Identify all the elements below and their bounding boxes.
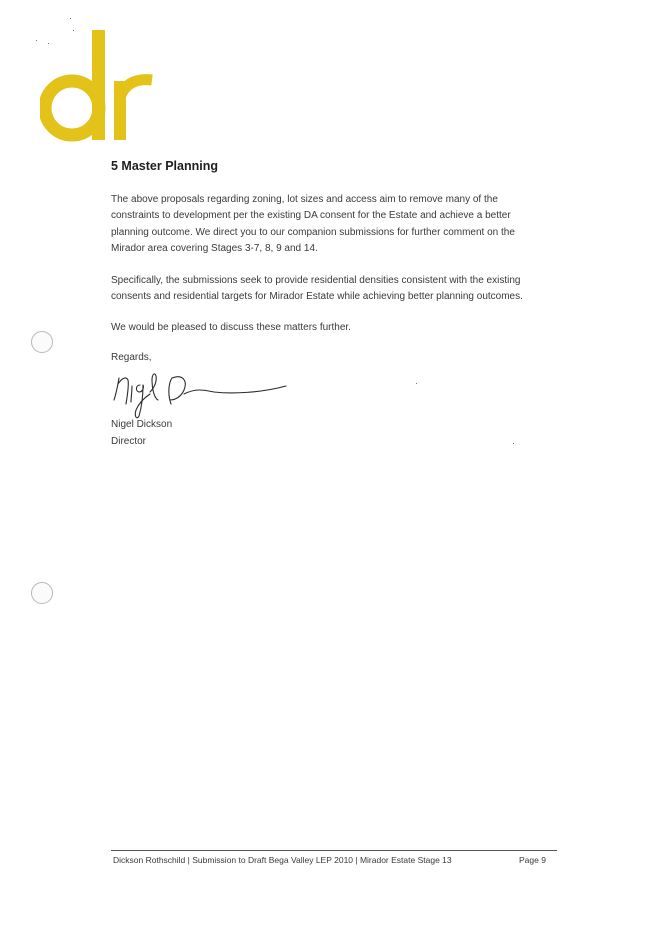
paragraph-line: constraints to development per the existing DA consent for the Estate and achieve a better (111, 210, 511, 222)
body-paragraph (111, 320, 551, 336)
closing-salutation: Regards, (111, 352, 152, 363)
paragraph-line: consents and residential targets for Mirador Estate while achieving better planning outcomes. (111, 291, 523, 303)
paragraph-line: Specifically, the submissions seek to provide residential densities consistent with the existing (111, 275, 521, 286)
scan-speck (36, 40, 37, 41)
punch-hole (31, 582, 53, 604)
paragraph-line: Mirador area covering Stages 3-7, 8, 9 and 14. (111, 242, 318, 254)
signer-title: Director (111, 436, 147, 447)
punch-hole (31, 331, 53, 353)
footer-text: Dickson Rothschild | Submission to Draft Bega Valley LEP 2010 | Mirador Estate Stage 13 (113, 855, 452, 865)
scan-speck (70, 18, 71, 19)
paragraph-line: The above proposals regarding zoning, lot sizes and access aim to remove many of the (111, 194, 498, 205)
scan-speck (73, 30, 74, 31)
paragraph-line: We would be pleased to discuss these matters further. (111, 322, 351, 333)
scan-speck (48, 43, 49, 44)
paragraph-line: planning outcome. We direct you to our companion submissions for further comment on the (111, 226, 515, 238)
section-heading: 5 Master Planning (111, 159, 218, 173)
scan-speck (416, 383, 417, 384)
footer-rule (111, 850, 557, 851)
page-number: Page 9 (519, 855, 546, 865)
body-paragraph (111, 192, 551, 257)
handwritten-signature (110, 370, 295, 425)
scan-speck (513, 443, 514, 444)
body-paragraph (111, 273, 551, 306)
dr-logo (40, 26, 160, 146)
signer-name: Nigel Dickson (111, 419, 173, 430)
